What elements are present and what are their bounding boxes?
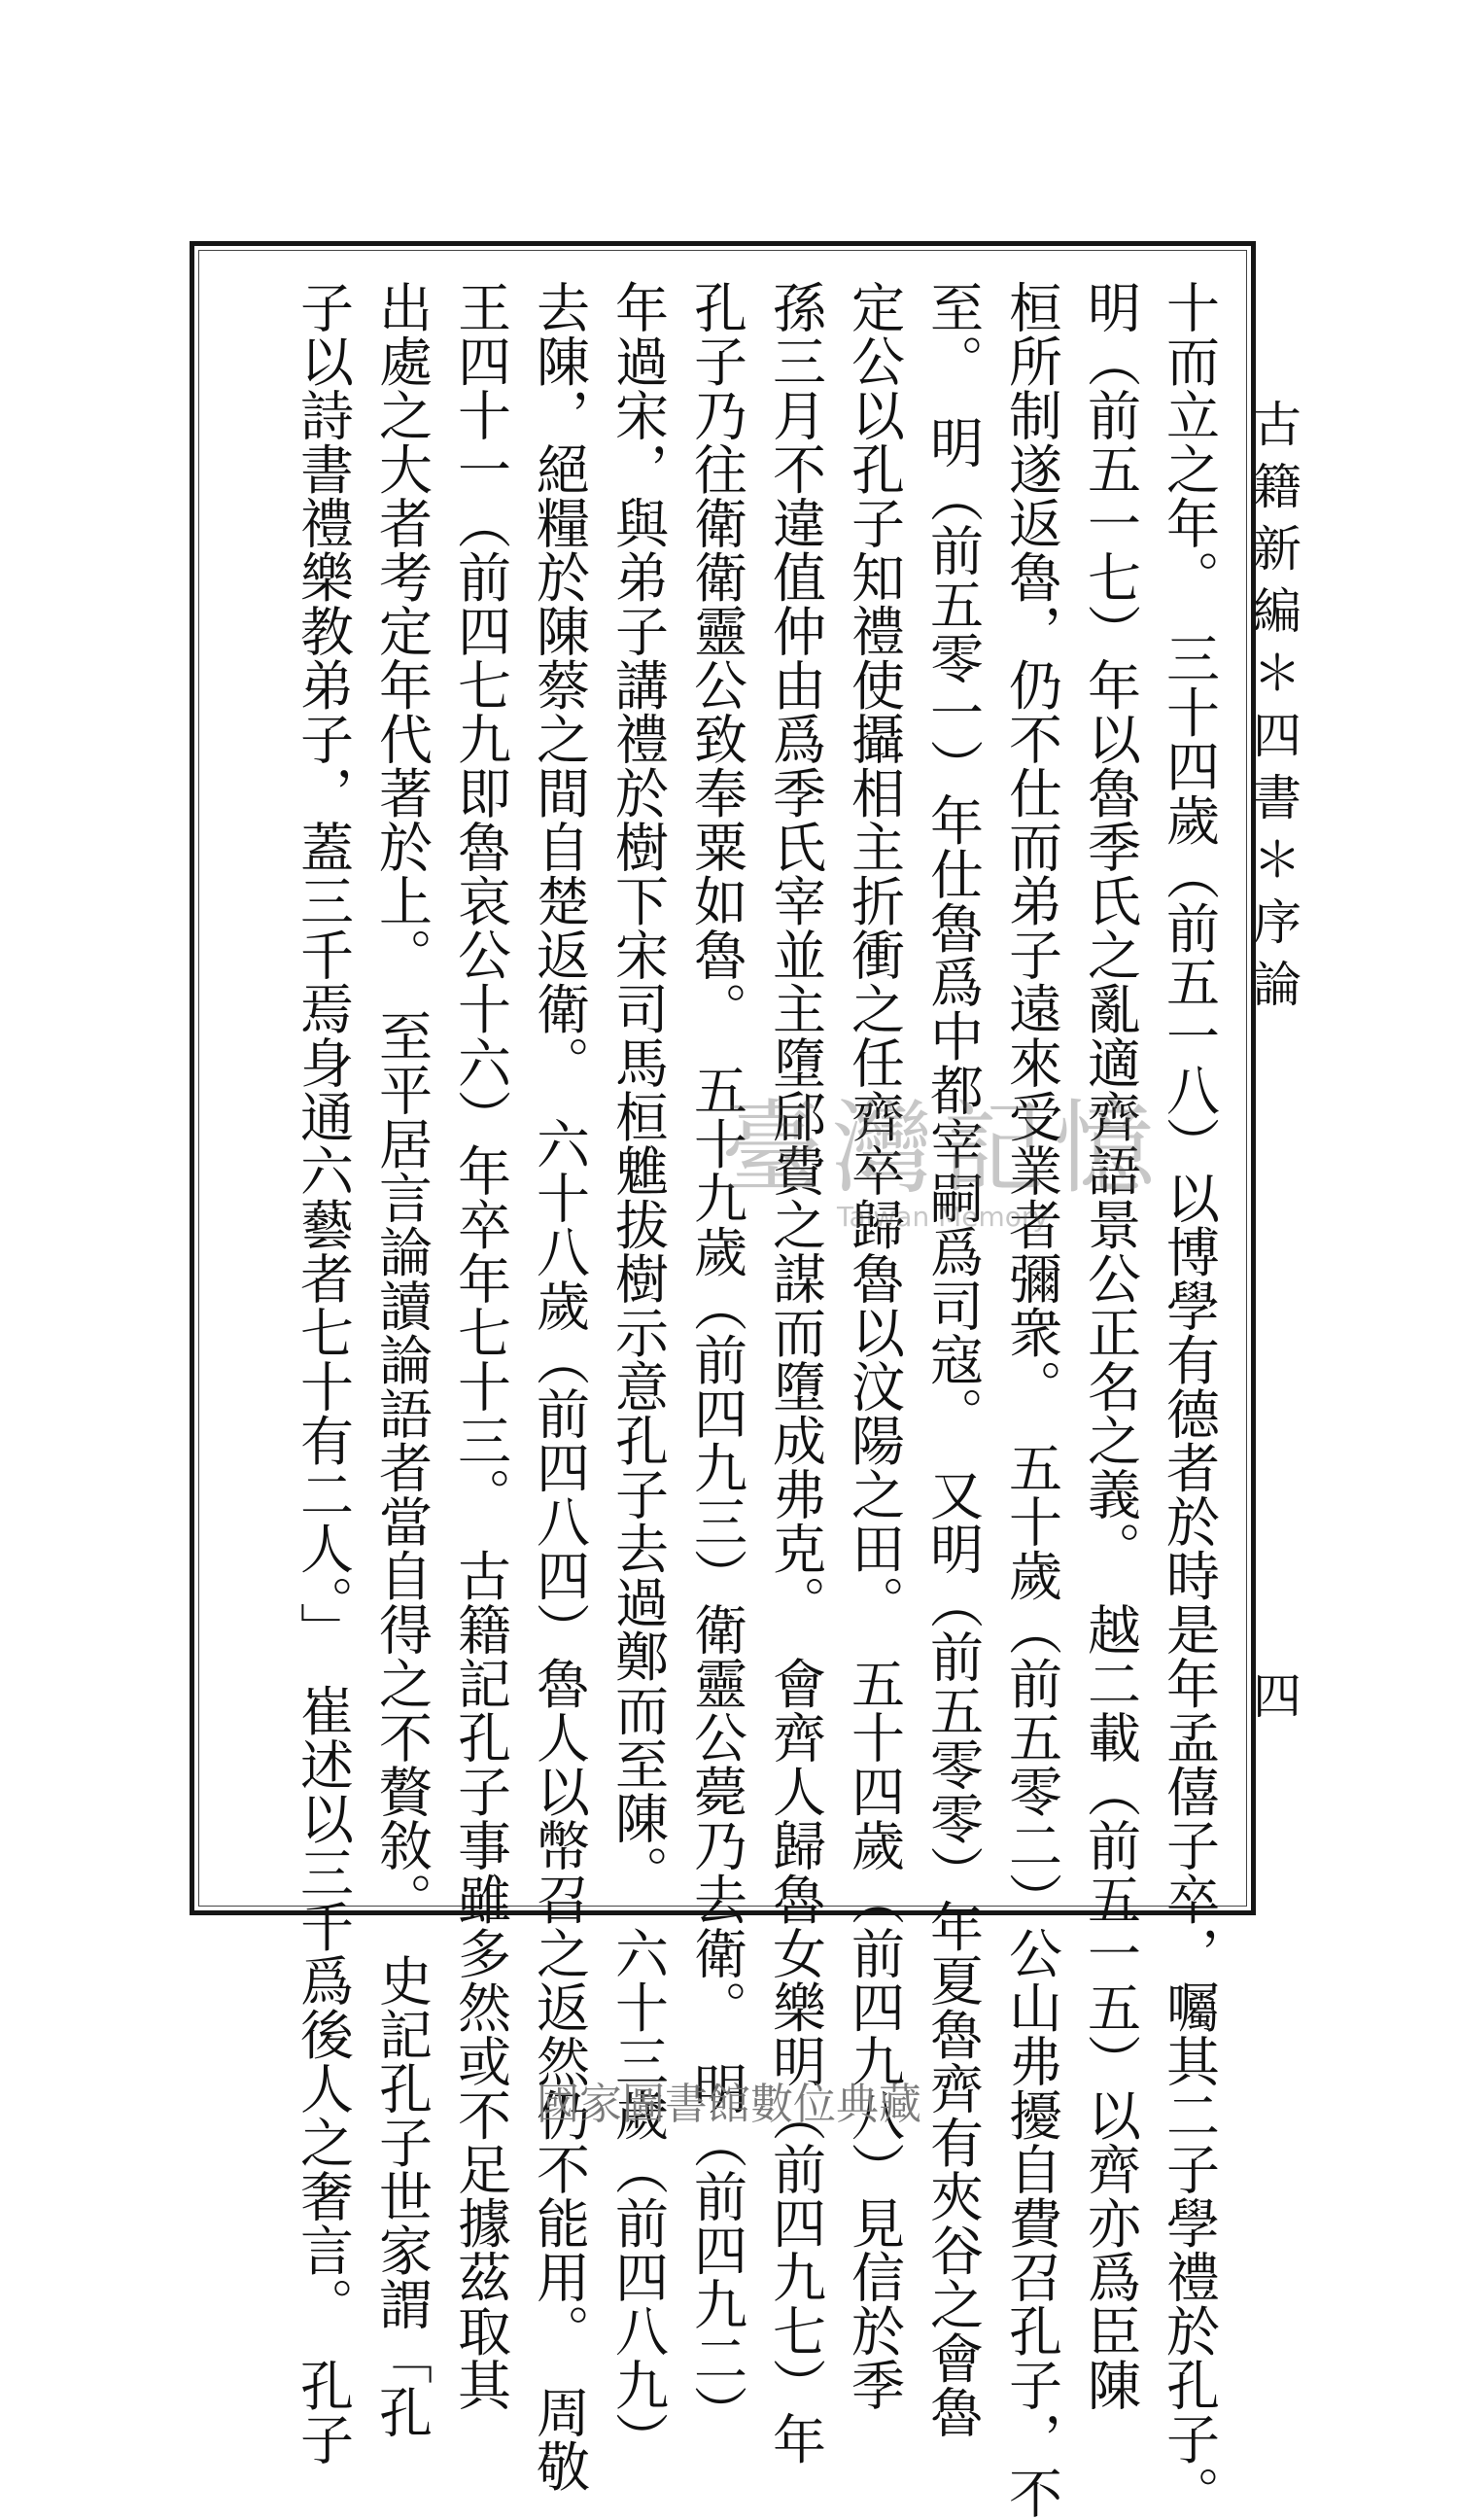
text-column-3: 桓所制遂返魯，仍不仕而弟子遠來受業者彌衆。 五十歲（前五零二）公山弗擾自費召孔子，不 (1000, 280, 1062, 2520)
text-column-12: 子以詩書禮樂教弟子，蓋三千焉身通六藝者七十有二人。」 崔述以三千爲後人之奢言。 孔子 (292, 280, 354, 2467)
text-column-5: 定公以孔子知禮使攝相主折衝之任齊卒歸魯以汶陽之田。 五十四歲（前四九八）見信於季 (843, 280, 905, 2412)
text-column-4: 至。 明（前五零一）年仕魯爲中都宰嗣爲司寇。 又明（前五零零）年夏魯齊有夾谷之會魯 (921, 280, 984, 2439)
page-number: 四 (1245, 1670, 1302, 1719)
library-footer: 國家圖書館數位典藏 (537, 2080, 921, 2129)
text-column-2: 明（前五一七）年以魯季氏之亂適齊語景公正名之義。 越二載（前五一五）以齊亦爲臣陳 (1079, 280, 1141, 2412)
text-column-7: 孔子乃往衛衛靈公致奉粟如魯。 五十九歲（前四九三）衛靈公薨乃去衛。 明（前四九二） (685, 280, 747, 2439)
text-column-8: 年過宋，與弟子講禮於樹下宋司馬桓魋拔樹示意孔子去過鄭而至陳。 六十三歲（前四八九） (607, 280, 669, 2466)
taiwan-memory-watermark (671, 1089, 1215, 1233)
text-column-10: 王四十一（前四七九即魯哀公十六）年卒年七十三。 古籍記孔子事雖多然或不足據茲取其 (449, 280, 511, 2412)
text-column-6: 孫三月不違值仲由爲季氏宰並主墮郈費之謀而墮成弗克。 會齊人歸魯女樂明（前四九七）年 (764, 280, 826, 2466)
running-header: 古籍新編＊四書＊序論 (1245, 399, 1302, 1021)
text-column-9: 去陳，絕糧於陳蔡之間自楚返衛。 六十八歲（前四八四）魯人以幣召之返然仍不能用。 周敬 (528, 280, 590, 2493)
watermark-english: Taiwan Memory (837, 1201, 1049, 1233)
text-column-1: 十而立之年。 三十四歲（前五一八）以博學有德者於時是年孟僖子卒，囑其二子學禮於孔子。 (1158, 280, 1220, 2520)
watermark-chinese: 臺灣記憶 (720, 1089, 1164, 1208)
text-column-11: 出處之大者考定年代著於上。 至平居言論讀論語者當自得之不贅敘。 史記孔子世家謂「孔 (370, 280, 433, 2439)
